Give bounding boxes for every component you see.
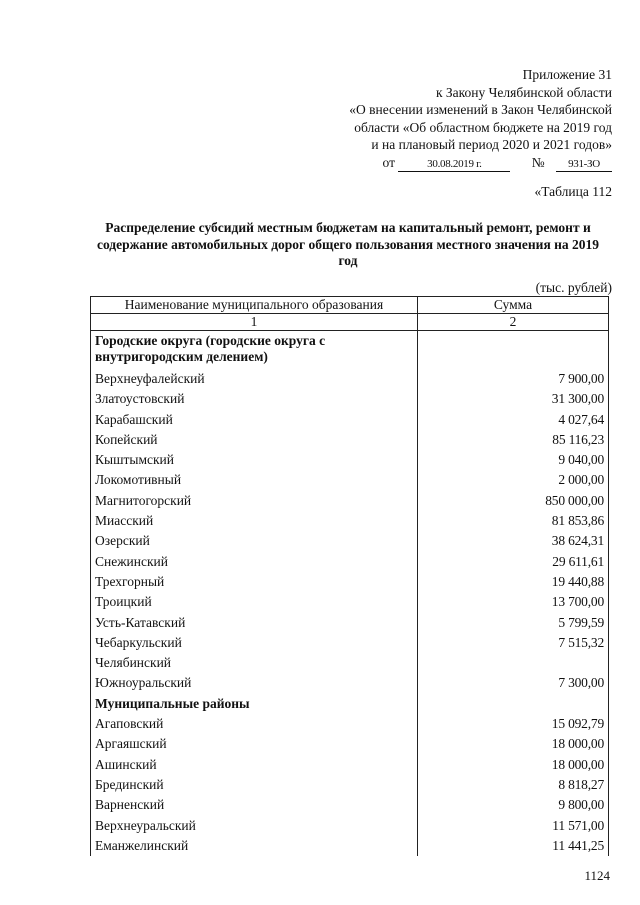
municipality-name: Аргаяшский <box>91 734 418 754</box>
table-row <box>91 491 609 511</box>
table-row <box>91 389 609 409</box>
section-value-cell <box>418 331 609 370</box>
municipality-name: Челябинский <box>91 653 418 673</box>
municipality-name: Локомотивный <box>91 470 418 490</box>
subsidy-amount: 8 818,27 <box>418 775 609 795</box>
municipality-name: Ашинский <box>91 755 418 775</box>
table-row <box>91 795 609 815</box>
table-row <box>91 511 609 531</box>
municipality-name: Верхнеуральский <box>91 816 418 836</box>
subsidy-amount: 2 000,00 <box>418 470 609 490</box>
table-row <box>91 369 609 389</box>
municipality-name: Златоустовский <box>91 389 418 409</box>
subsidy-amount: 11 571,00 <box>418 816 609 836</box>
appendix-header <box>282 66 612 172</box>
municipality-name: Троицкий <box>91 592 418 612</box>
column-header-sum: Сумма <box>418 297 609 314</box>
subsidy-amount: 11 441,25 <box>418 836 609 856</box>
header-line: области «Об областном бюджете на 2019 год <box>354 119 612 135</box>
municipality-name: Усть-Катавский <box>91 613 418 633</box>
table-row <box>91 592 609 612</box>
table-row <box>91 470 609 490</box>
table-body <box>91 331 609 857</box>
municipality-name: Варненский <box>91 795 418 815</box>
table-row <box>91 673 609 693</box>
header-line: к Закону Челябинской области <box>435 84 612 100</box>
subsidy-amount: 9 040,00 <box>418 450 609 470</box>
table-row <box>91 450 609 470</box>
subsidy-amount: 15 092,79 <box>418 714 609 734</box>
subsidy-amount: 850 000,00 <box>418 491 609 511</box>
units-label: (тыс. рублей) <box>535 280 612 295</box>
column-header-name: Наименование муниципального образования <box>91 297 418 314</box>
column-number: 2 <box>418 314 609 331</box>
municipality-name: Трехгорный <box>91 572 418 592</box>
subsidy-amount: 85 116,23 <box>418 430 609 450</box>
subsidy-amount: 38 624,31 <box>418 531 609 551</box>
municipality-name: Озерский <box>91 531 418 551</box>
municipality-name: Южноуральский <box>91 673 418 693</box>
date-number-line <box>282 154 612 172</box>
municipality-name: Снежинский <box>91 552 418 572</box>
subsidy-amount: 13 700,00 <box>418 592 609 612</box>
section-heading: Муниципальные районы <box>91 694 418 714</box>
column-number: 1 <box>91 314 418 331</box>
municipality-name: Копейский <box>91 430 418 450</box>
law-date: 30.08.2019 г. <box>398 157 510 172</box>
header-line: Приложение 31 <box>522 67 612 82</box>
subsidy-amount: 18 000,00 <box>418 755 609 775</box>
table-row <box>91 531 609 551</box>
table-column-number-row <box>91 314 609 331</box>
subsidy-amount: 9 800,00 <box>418 795 609 815</box>
subsidy-amount: 31 300,00 <box>418 389 609 409</box>
law-number: 931-ЗО <box>556 157 612 172</box>
municipality-name: Кыштымский <box>91 450 418 470</box>
document-title: Распределение субсидий местным бюджетам на капитальный ремонт, ремонт и содержание автомобильных дорог общего пользования местного значения на 2019 год <box>96 220 600 268</box>
subsidy-amount: 18 000,00 <box>418 734 609 754</box>
table-row <box>91 410 609 430</box>
subsidy-amount: 7 900,00 <box>418 369 609 389</box>
section-heading: Городские округа (городские округа с внутригородским делением) <box>91 331 418 370</box>
table-row <box>91 613 609 633</box>
municipality-name: Верхнеуфалейский <box>91 369 418 389</box>
subsidy-amount: 7 515,32 <box>418 633 609 653</box>
table-row <box>91 836 609 856</box>
municipality-name: Магнитогорский <box>91 491 418 511</box>
header-line: «О внесении изменений в Закон Челябинской <box>349 102 612 117</box>
section-row <box>91 331 609 370</box>
municipality-name: Карабашский <box>91 410 418 430</box>
municipality-name: Брединский <box>91 775 418 795</box>
date-prefix: от <box>382 154 395 170</box>
subsidy-amount: 5 799,59 <box>418 613 609 633</box>
table-row <box>91 775 609 795</box>
subsidy-amount: 29 611,61 <box>418 552 609 572</box>
municipality-name: Агаповский <box>91 714 418 734</box>
municipality-name: Чебаркульский <box>91 633 418 653</box>
table-header-row <box>91 297 609 314</box>
table-label: «Таблица 112 <box>534 184 612 199</box>
table-row <box>91 430 609 450</box>
municipality-name: Еманжелинский <box>91 836 418 856</box>
table-row <box>91 653 609 673</box>
section-value-cell <box>418 694 609 714</box>
page-number: 1124 <box>584 868 610 883</box>
table-row <box>91 816 609 836</box>
table-row <box>91 633 609 653</box>
section-row <box>91 694 609 714</box>
subsidy-amount: 81 853,86 <box>418 511 609 531</box>
number-sign: № <box>531 154 545 170</box>
municipality-name: Миасский <box>91 511 418 531</box>
subsidy-amount <box>418 653 609 673</box>
subsidy-amount: 19 440,88 <box>418 572 609 592</box>
table-row <box>91 734 609 754</box>
subsidy-amount: 7 300,00 <box>418 673 609 693</box>
table-row <box>91 572 609 592</box>
table-row <box>91 714 609 734</box>
table-row <box>91 755 609 775</box>
subsidy-amount: 4 027,64 <box>418 410 609 430</box>
subsidy-table <box>90 296 609 856</box>
header-line: и на плановый период 2020 и 2021 годов» <box>371 137 612 152</box>
table-row <box>91 552 609 572</box>
